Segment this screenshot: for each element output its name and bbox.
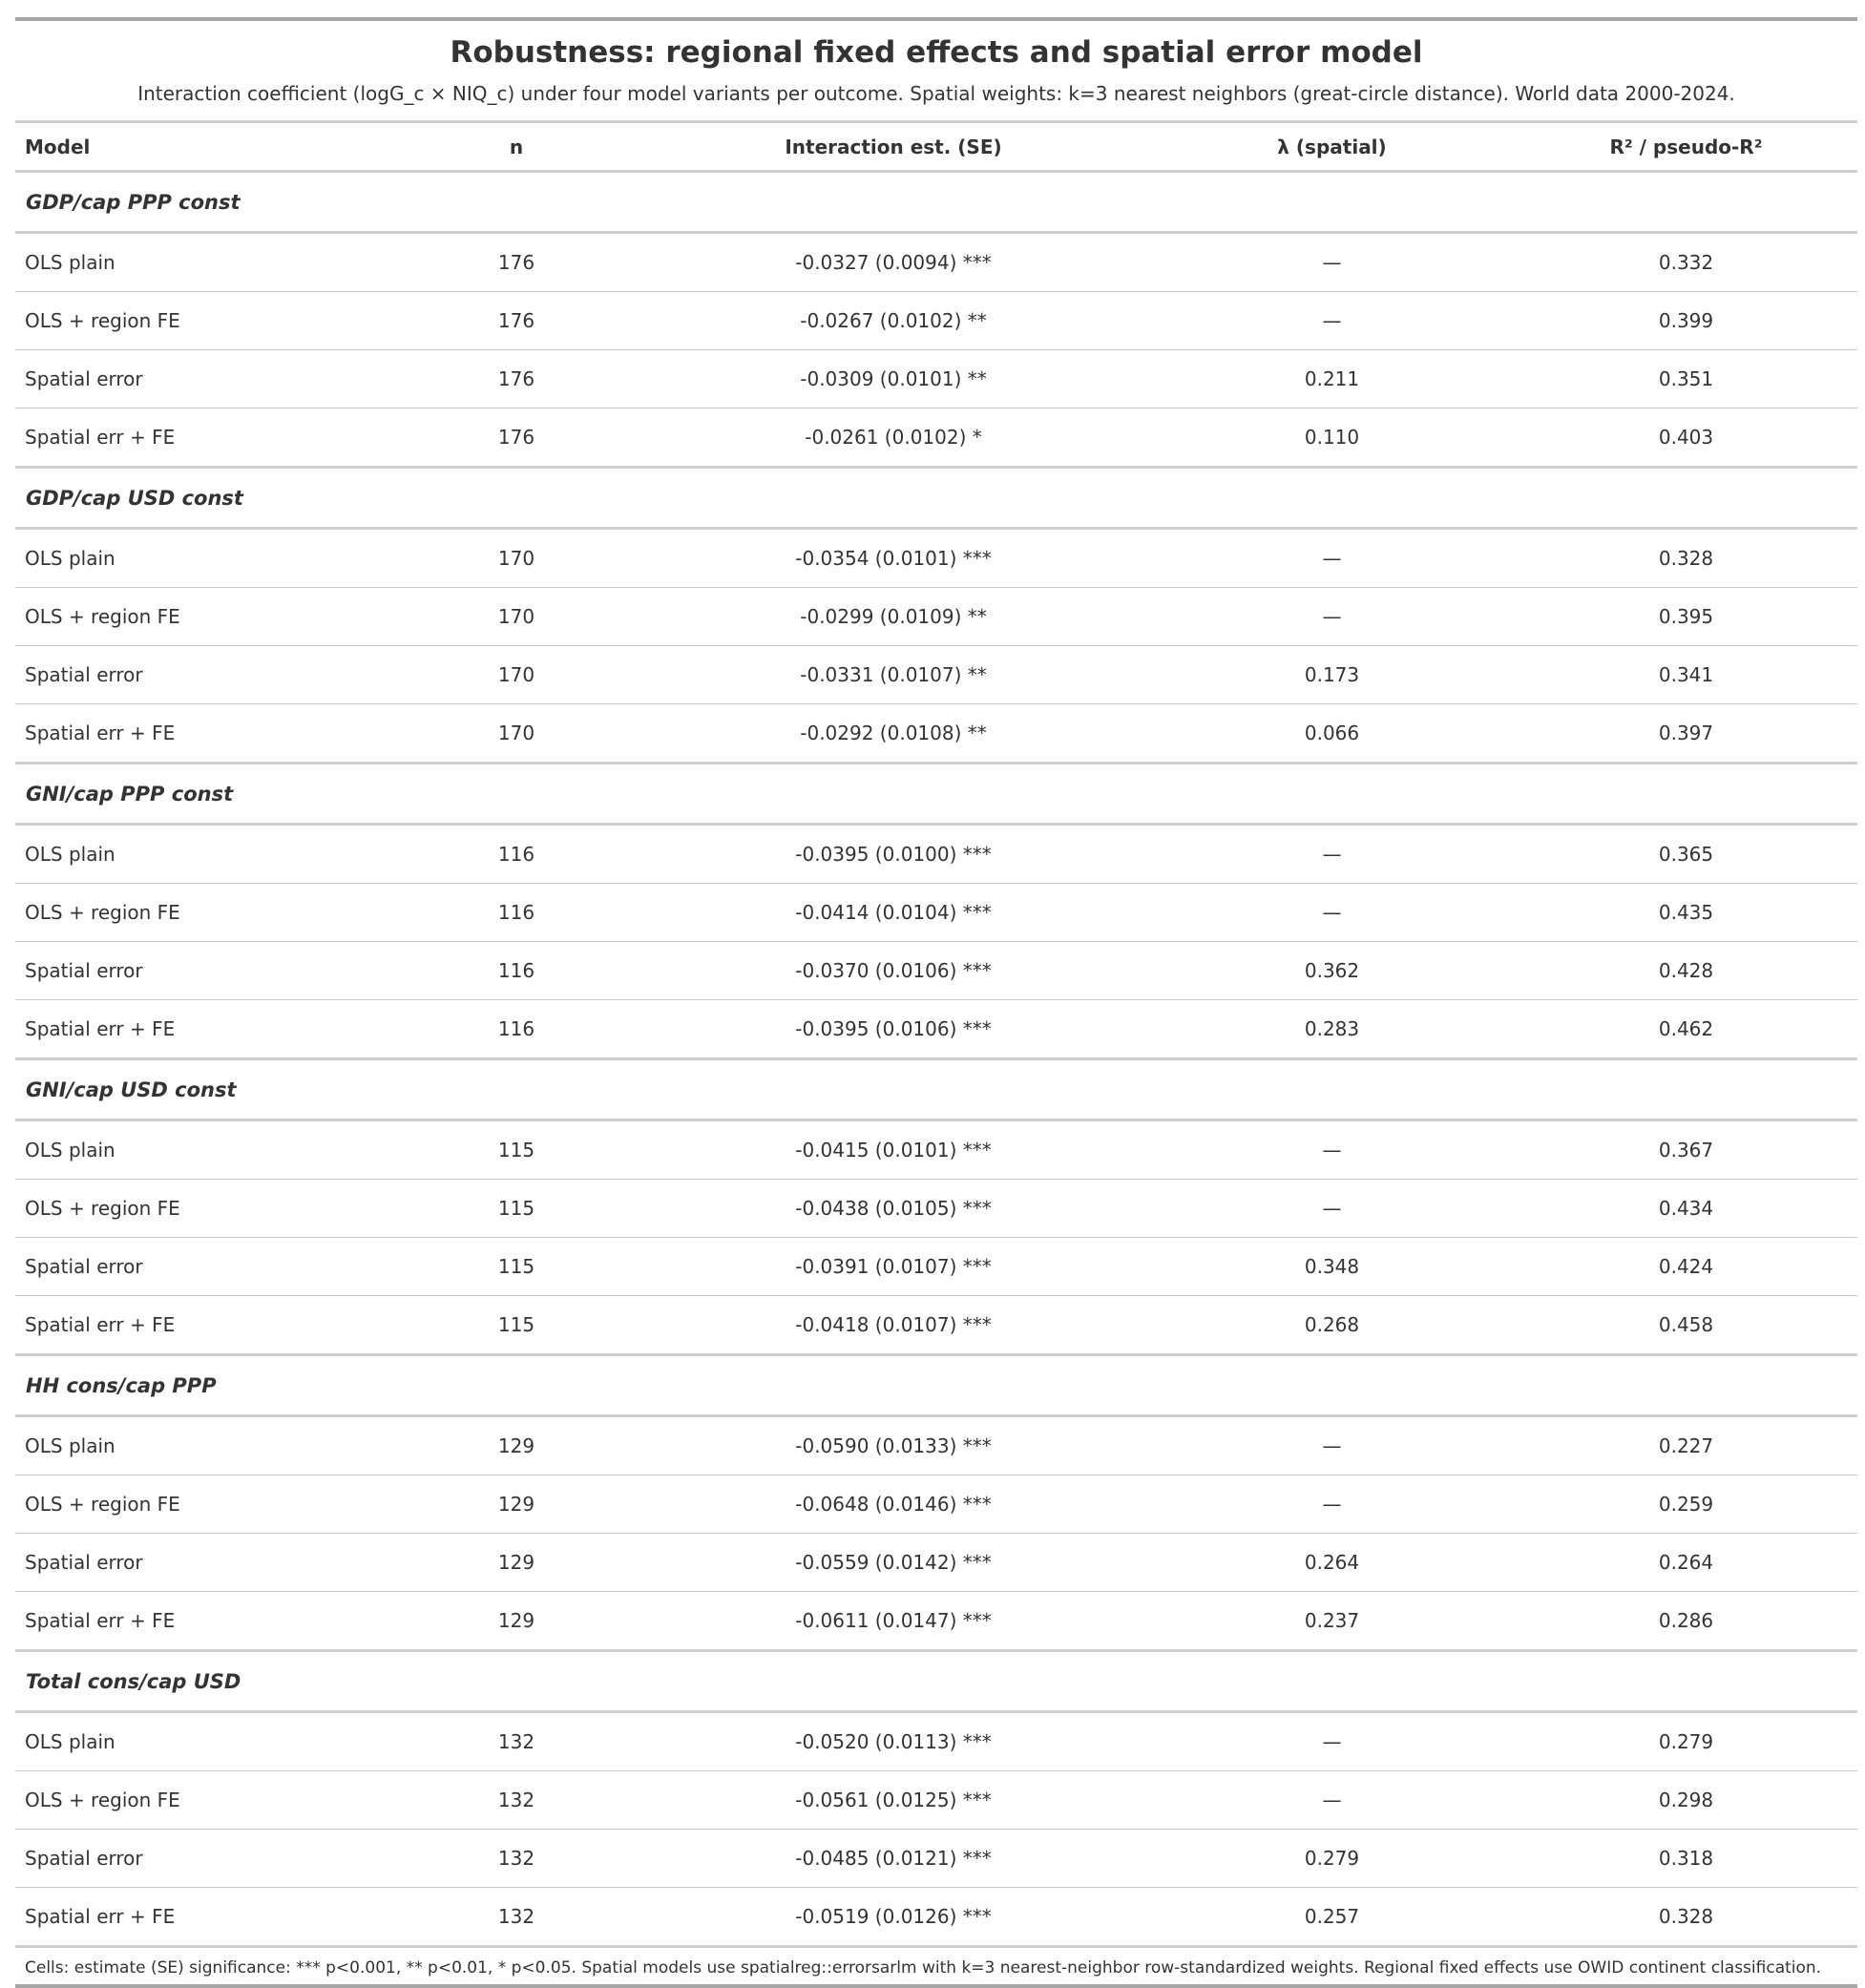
- cell-lambda: —: [1149, 529, 1515, 588]
- cell-lambda: —: [1149, 1180, 1515, 1238]
- cell-model: OLS + region FE: [15, 292, 395, 350]
- cell-estimate: -0.0519 (0.0126) ***: [638, 1888, 1149, 1947]
- cell-estimate: -0.0611 (0.0147) ***: [638, 1592, 1149, 1651]
- cell-model: OLS plain: [15, 1712, 395, 1771]
- cell-lambda: —: [1149, 1475, 1515, 1534]
- group-label: GDP/cap USD const: [15, 468, 1857, 529]
- table-row: [15, 1888, 1857, 1947]
- group-label: HH cons/cap PPP: [15, 1355, 1857, 1416]
- cell-model: Spatial err + FE: [15, 408, 395, 468]
- cell-n: 176: [395, 408, 638, 468]
- cell-lambda: —: [1149, 1416, 1515, 1475]
- cell-model: OLS + region FE: [15, 1771, 395, 1830]
- cell-estimate: -0.0520 (0.0113) ***: [638, 1712, 1149, 1771]
- table-row: [15, 1771, 1857, 1830]
- cell-estimate: -0.0648 (0.0146) ***: [638, 1475, 1149, 1534]
- cell-r2: 0.365: [1515, 825, 1857, 884]
- cell-n: 170: [395, 704, 638, 764]
- table-row: [15, 884, 1857, 942]
- group-header-row: [15, 764, 1857, 825]
- cell-model: Spatial error: [15, 1534, 395, 1592]
- cell-model: Spatial err + FE: [15, 1000, 395, 1059]
- cell-model: OLS plain: [15, 529, 395, 588]
- cell-model: Spatial err + FE: [15, 1888, 395, 1947]
- cell-r2: 0.462: [1515, 1000, 1857, 1059]
- cell-lambda: 0.362: [1149, 942, 1515, 1000]
- table-row: [15, 1534, 1857, 1592]
- cell-estimate: -0.0590 (0.0133) ***: [638, 1416, 1149, 1475]
- cell-n: 176: [395, 292, 638, 350]
- cell-lambda: 0.279: [1149, 1830, 1515, 1888]
- cell-lambda: —: [1149, 233, 1515, 292]
- table-row: [15, 350, 1857, 408]
- cell-r2: 0.279: [1515, 1712, 1857, 1771]
- cell-estimate: -0.0331 (0.0107) **: [638, 646, 1149, 704]
- table-row: [15, 1416, 1857, 1475]
- cell-lambda: —: [1149, 825, 1515, 884]
- cell-lambda: —: [1149, 884, 1515, 942]
- cell-lambda: —: [1149, 1771, 1515, 1830]
- header-n: n: [395, 122, 638, 172]
- header-lambda: λ (spatial): [1149, 122, 1515, 172]
- cell-n: 132: [395, 1771, 638, 1830]
- cell-r2: 0.328: [1515, 1888, 1857, 1947]
- table-subtitle: Interaction coefficient (logG_c × NIQ_c) under four model variants per outcome. Spatial weights: k=3 nearest neighbors (great-circle distance). World data 2000-2024.: [137, 82, 1735, 105]
- table-row: [15, 704, 1857, 764]
- cell-model: OLS + region FE: [15, 1180, 395, 1238]
- cell-n: 116: [395, 825, 638, 884]
- group-label: GNI/cap USD const: [15, 1059, 1857, 1120]
- table-row: [15, 1712, 1857, 1771]
- cell-model: Spatial error: [15, 1830, 395, 1888]
- group-header-row: [15, 1059, 1857, 1120]
- cell-lambda: 0.110: [1149, 408, 1515, 468]
- cell-estimate: -0.0292 (0.0108) **: [638, 704, 1149, 764]
- table-row: [15, 825, 1857, 884]
- cell-r2: 0.458: [1515, 1296, 1857, 1355]
- cell-r2: 0.428: [1515, 942, 1857, 1000]
- cell-lambda: 0.348: [1149, 1238, 1515, 1296]
- cell-model: Spatial error: [15, 1238, 395, 1296]
- cell-lambda: 0.257: [1149, 1888, 1515, 1947]
- table-row: [15, 1475, 1857, 1534]
- cell-n: 129: [395, 1416, 638, 1475]
- cell-model: Spatial error: [15, 646, 395, 704]
- cell-r2: 0.264: [1515, 1534, 1857, 1592]
- cell-n: 170: [395, 646, 638, 704]
- header-estimate: Interaction est. (SE): [638, 122, 1149, 172]
- group-header-row: [15, 468, 1857, 529]
- cell-lambda: 0.237: [1149, 1592, 1515, 1651]
- cell-model: OLS + region FE: [15, 884, 395, 942]
- cell-n: 129: [395, 1475, 638, 1534]
- cell-lambda: 0.211: [1149, 350, 1515, 408]
- cell-r2: 0.286: [1515, 1592, 1857, 1651]
- cell-estimate: -0.0414 (0.0104) ***: [638, 884, 1149, 942]
- cell-model: OLS plain: [15, 1416, 395, 1475]
- table-row: [15, 646, 1857, 704]
- cell-estimate: -0.0395 (0.0100) ***: [638, 825, 1149, 884]
- cell-estimate: -0.0354 (0.0101) ***: [638, 529, 1149, 588]
- cell-model: Spatial err + FE: [15, 1592, 395, 1651]
- cell-estimate: -0.0267 (0.0102) **: [638, 292, 1149, 350]
- cell-lambda: 0.283: [1149, 1000, 1515, 1059]
- cell-lambda: —: [1149, 292, 1515, 350]
- cell-model: Spatial err + FE: [15, 704, 395, 764]
- group-header-row: [15, 172, 1857, 233]
- cell-model: Spatial error: [15, 942, 395, 1000]
- cell-r2: 0.435: [1515, 884, 1857, 942]
- cell-n: 115: [395, 1238, 638, 1296]
- cell-r2: 0.298: [1515, 1771, 1857, 1830]
- cell-r2: 0.351: [1515, 350, 1857, 408]
- cell-estimate: -0.0561 (0.0125) ***: [638, 1771, 1149, 1830]
- cell-r2: 0.395: [1515, 588, 1857, 646]
- header-row: [15, 122, 1857, 172]
- cell-model: OLS + region FE: [15, 1475, 395, 1534]
- cell-estimate: -0.0309 (0.0101) **: [638, 350, 1149, 408]
- table-row: [15, 292, 1857, 350]
- results-table: [15, 120, 1857, 1948]
- group-label: GNI/cap PPP const: [15, 764, 1857, 825]
- cell-estimate: -0.0438 (0.0105) ***: [638, 1180, 1149, 1238]
- cell-r2: 0.332: [1515, 233, 1857, 292]
- cell-r2: 0.328: [1515, 529, 1857, 588]
- cell-r2: 0.318: [1515, 1830, 1857, 1888]
- table-row: [15, 1180, 1857, 1238]
- cell-model: OLS + region FE: [15, 588, 395, 646]
- cell-estimate: -0.0370 (0.0106) ***: [638, 942, 1149, 1000]
- table-row: [15, 1120, 1857, 1180]
- cell-n: 129: [395, 1592, 638, 1651]
- group-label: GDP/cap PPP const: [15, 172, 1857, 233]
- group-label: Total cons/cap USD: [15, 1651, 1857, 1712]
- cell-n: 116: [395, 1000, 638, 1059]
- cell-r2: 0.367: [1515, 1120, 1857, 1180]
- table-title: Robustness: regional fixed effects and spatial error model: [450, 35, 1423, 70]
- cell-n: 132: [395, 1830, 638, 1888]
- cell-model: OLS plain: [15, 1120, 395, 1180]
- cell-n: 132: [395, 1712, 638, 1771]
- table-row: [15, 1592, 1857, 1651]
- table-row: [15, 529, 1857, 588]
- cell-r2: 0.399: [1515, 292, 1857, 350]
- cell-n: 115: [395, 1180, 638, 1238]
- table-row: [15, 1296, 1857, 1355]
- cell-model: OLS plain: [15, 825, 395, 884]
- table-row: [15, 942, 1857, 1000]
- cell-model: Spatial error: [15, 350, 395, 408]
- cell-lambda: —: [1149, 1120, 1515, 1180]
- group-header-row: [15, 1651, 1857, 1712]
- cell-lambda: 0.066: [1149, 704, 1515, 764]
- table-row: [15, 233, 1857, 292]
- table-row: [15, 408, 1857, 468]
- header-model: Model: [15, 122, 395, 172]
- cell-r2: 0.397: [1515, 704, 1857, 764]
- header-r2: R² / pseudo-R²: [1515, 122, 1857, 172]
- cell-estimate: -0.0395 (0.0106) ***: [638, 1000, 1149, 1059]
- cell-lambda: —: [1149, 588, 1515, 646]
- footnote: Cells: estimate (SE) significance: *** p<0.001, ** p<0.01, * p<0.05. Spatial models use spatialreg::errorsarlm with k=3 nearest-neighbor row-standardized weights. Regional fixed effects use OWID continent classification.: [25, 1958, 1822, 1978]
- cell-lambda: 0.268: [1149, 1296, 1515, 1355]
- group-header-row: [15, 1355, 1857, 1416]
- cell-n: 176: [395, 350, 638, 408]
- table-body: [15, 172, 1857, 1947]
- cell-n: 176: [395, 233, 638, 292]
- table-row: [15, 1000, 1857, 1059]
- cell-lambda: 0.264: [1149, 1534, 1515, 1592]
- table-row: [15, 588, 1857, 646]
- cell-estimate: -0.0485 (0.0121) ***: [638, 1830, 1149, 1888]
- cell-estimate: -0.0261 (0.0102) *: [638, 408, 1149, 468]
- cell-model: Spatial err + FE: [15, 1296, 395, 1355]
- cell-r2: 0.341: [1515, 646, 1857, 704]
- cell-lambda: —: [1149, 1712, 1515, 1771]
- table-row: [15, 1238, 1857, 1296]
- cell-lambda: 0.173: [1149, 646, 1515, 704]
- results-table-figure: [15, 17, 1857, 1988]
- cell-estimate: -0.0415 (0.0101) ***: [638, 1120, 1149, 1180]
- cell-r2: 0.227: [1515, 1416, 1857, 1475]
- cell-n: 115: [395, 1120, 638, 1180]
- cell-estimate: -0.0327 (0.0094) ***: [638, 233, 1149, 292]
- cell-r2: 0.434: [1515, 1180, 1857, 1238]
- cell-n: 116: [395, 942, 638, 1000]
- cell-estimate: -0.0391 (0.0107) ***: [638, 1238, 1149, 1296]
- cell-r2: 0.424: [1515, 1238, 1857, 1296]
- cell-estimate: -0.0559 (0.0142) ***: [638, 1534, 1149, 1592]
- cell-r2: 0.259: [1515, 1475, 1857, 1534]
- cell-r2: 0.403: [1515, 408, 1857, 468]
- cell-model: OLS plain: [15, 233, 395, 292]
- cell-n: 170: [395, 588, 638, 646]
- cell-n: 129: [395, 1534, 638, 1592]
- cell-estimate: -0.0418 (0.0107) ***: [638, 1296, 1149, 1355]
- cell-estimate: -0.0299 (0.0109) **: [638, 588, 1149, 646]
- cell-n: 170: [395, 529, 638, 588]
- top-rule: [15, 17, 1857, 21]
- cell-n: 115: [395, 1296, 638, 1355]
- table-row: [15, 1830, 1857, 1888]
- cell-n: 116: [395, 884, 638, 942]
- cell-n: 132: [395, 1888, 638, 1947]
